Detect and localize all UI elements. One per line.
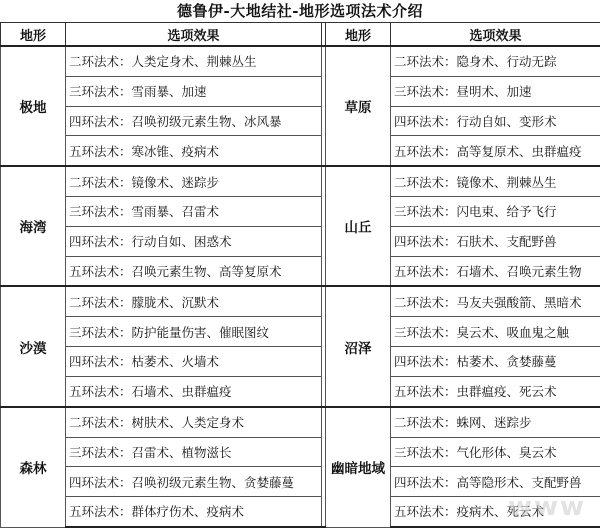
spell-cell-right: 五环法术：疫病术、死云术 — [391, 496, 600, 527]
column-gap — [322, 467, 326, 497]
table-row — [1, 376, 600, 406]
table-row — [1, 226, 600, 256]
table-row — [1, 136, 600, 166]
table-row — [1, 46, 600, 76]
table-row — [1, 106, 600, 136]
column-gap — [322, 76, 326, 106]
spell-cell-right: 五环法术：高等复原术、虫群瘟疫 — [391, 136, 600, 166]
terrain-cell-left: 沙漠 — [1, 286, 66, 406]
spell-cell-left: 五环法术：寒冰锥、疫病术 — [66, 136, 322, 166]
spell-cell-right: 四环法术：高等隐形术、支配野兽 — [391, 467, 600, 497]
spell-cell-right: 三环法术：臭云术、吸血鬼之触 — [391, 317, 600, 347]
table-row — [1, 256, 600, 286]
spell-cell-right: 三环法术：昼明术、加速 — [391, 76, 600, 106]
spell-cell-right: 三环法术：闪电束、给予飞行 — [391, 197, 600, 227]
spell-cell-left: 五环法术：石墙术、虫群瘟疫 — [66, 376, 322, 406]
spell-cell-right: 四环法术：石肤术、支配野兽 — [391, 226, 600, 256]
column-gap — [322, 317, 326, 347]
column-gap — [322, 197, 326, 227]
column-gap — [322, 376, 326, 406]
table-row — [1, 347, 600, 377]
column-gap — [322, 347, 326, 377]
spell-cell-right: 五环法术：石墙术、召唤元素生物 — [391, 256, 600, 286]
header-terrain-right: 地形 — [326, 23, 391, 47]
table-row — [1, 317, 600, 347]
column-gap — [322, 256, 326, 286]
table-row — [1, 197, 600, 227]
spell-cell-right: 四环法术：行动自如、变形术 — [391, 106, 600, 136]
spell-cell-left: 三环法术：雪雨暴、召雷术 — [66, 197, 322, 227]
terrain-cell-right: 山丘 — [326, 166, 391, 286]
spell-cell-right: 二环法术：镜像术、荆棘丛生 — [391, 166, 600, 196]
terrain-spell-table — [0, 22, 600, 528]
column-gap — [322, 136, 326, 166]
spell-cell-left: 二环法术：镜像术、迷踪步 — [66, 166, 322, 196]
spell-cell-right: 二环法术：马友夫强酸箭、黑暗术 — [391, 286, 600, 316]
header-effect-right: 选项效果 — [391, 23, 600, 47]
column-gap — [322, 226, 326, 256]
column-gap — [322, 106, 326, 136]
table-row — [1, 496, 600, 527]
spell-cell-right: 二环法术：隐身术、行动无踪 — [391, 46, 600, 76]
table-row — [1, 467, 600, 497]
header-row — [1, 23, 600, 47]
terrain-cell-right: 幽暗地域 — [326, 407, 391, 527]
spell-cell-right: 四环法术：枯萎术、贪婪藤蔓 — [391, 347, 600, 377]
column-gap — [322, 496, 326, 527]
page-title: 德鲁伊-大地结社-地形选项法术介绍 — [177, 2, 423, 20]
table-row — [1, 76, 600, 106]
spell-cell-left: 四环法术：召唤初级元素生物、贪婪藤蔓 — [66, 467, 322, 497]
header-terrain-left: 地形 — [1, 23, 66, 47]
column-gap — [322, 437, 326, 467]
spell-cell-left: 四环法术：枯萎术、火墙术 — [66, 347, 322, 377]
spell-cell-left: 二环法术：朦胧术、沉默术 — [66, 286, 322, 316]
header-effect-left: 选项效果 — [66, 23, 322, 47]
spell-cell-left: 三环法术：召雷术、植物滋长 — [66, 437, 322, 467]
spell-cell-left: 五环法术：群体疗伤术、疫病术 — [66, 496, 322, 527]
spell-cell-left: 二环法术：树肤术、人类定身术 — [66, 407, 322, 437]
terrain-cell-right: 沼泽 — [326, 286, 391, 406]
spell-cell-right: 二环法术：蛛网、迷踪步 — [391, 407, 600, 437]
table-row — [1, 437, 600, 467]
terrain-cell-left: 森林 — [1, 407, 66, 527]
table-row — [1, 166, 600, 196]
spell-cell-left: 二环法术：人类定身术、荆棘丛生 — [66, 46, 322, 76]
spell-cell-left: 五环法术：召唤元素生物、高等复原术 — [66, 256, 322, 286]
spell-cell-right: 五环法术：虫群瘟疫、死云术 — [391, 376, 600, 406]
watermark: www — [507, 492, 586, 522]
table-row — [1, 286, 600, 316]
spell-cell-left: 三环法术：防护能量伤害、催眠图纹 — [66, 317, 322, 347]
spell-cell-left: 三环法术：雪雨暴、加速 — [66, 76, 322, 106]
terrain-cell-right: 草原 — [326, 46, 391, 166]
terrain-cell-left: 极地 — [1, 46, 66, 166]
spell-cell-left: 四环法术：行动自如、困惑术 — [66, 226, 322, 256]
spell-cell-right: 三环法术：气化形体、臭云术 — [391, 437, 600, 467]
table-body — [1, 46, 600, 527]
table-row — [1, 407, 600, 437]
terrain-cell-left: 海湾 — [1, 166, 66, 286]
spell-cell-left: 四环法术：召唤初级元素生物、冰风暴 — [66, 106, 322, 136]
